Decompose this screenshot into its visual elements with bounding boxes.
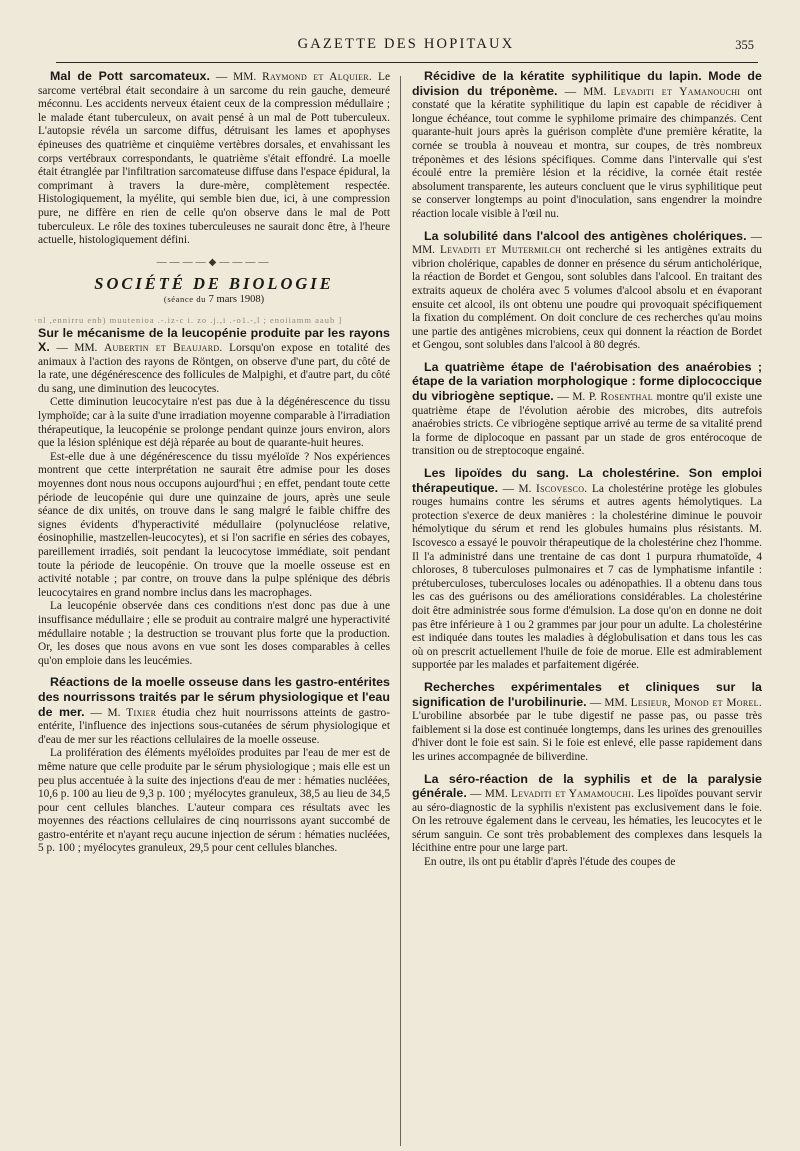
- article-authors: Aubertin et Beaujard.: [104, 342, 223, 355]
- article-text: L'urobiline absorbée par le tube digestif ne passe pas, ou passe très faiblement si la dose est continuée longtemps, dans les urines des grenouilles d'hiver dont le foie est sain. Si le foie est enlevé, elle passe rapidement dans les urines accompagnée de biliverdine.: [412, 710, 762, 763]
- article-title: Les lipoïdes du sang. La cholestérine. Son emploi thérapeutique.: [412, 466, 762, 495]
- session-prefix: (séance du: [163, 293, 207, 304]
- article-authors: Rosenthal: [600, 391, 653, 404]
- article-authors: Levaditi et Mutermilch: [439, 244, 562, 257]
- article-authors: Tixier: [126, 706, 157, 719]
- section-divider-ornament: ————◆————: [156, 256, 272, 268]
- article-sero: La séro-réaction de la syphilis et de la paralysie générale. — MM. Levaditi et Yamamouchi. Les lipoïdes pouvant servir au séro-diagnostic de la syphilis n'existent pas exclusivement dans le foie. On les retrouve également dans le cerveau, les hématies, les leucocytes et le sérum sanguin. Ce sont très probablement des complexes dans lesquels la lécithine entre pour une large part. En outre, ils ont pu établir d'après l'étude des coupes de: [412, 771, 762, 869]
- article-title: Sur le mécanisme de la leucopénie produite par les rayons X.: [38, 325, 390, 355]
- journal-title: GAZETTE DES HOPITAUX: [297, 36, 515, 52]
- article-text: Lorsqu'on expose en totalité des animaux à l'action des rayons de Röntgen, on observe d'une part, du côté de la rate, une dégénérescence des follicules de Malpighi, et d'autre part, du côté du sang, une diminution des leucocytes.: [38, 342, 390, 395]
- article-keratite: Récidive de la kératite syphilitique du lapin. Mode de division du tréponème. — MM. Levaditi et Yamanouchi ont constaté que la kératite syphilitique du lapin est capable de récidiver à longue échéance, tout comme le syphilome primaire des chimpanzés. Cent quarante-huit jours après la guérison complète d'une première kératite, la cornée se troubla à nouveau et montra, sur coupes, de très nombreux tréponèmes et des lésions spécifiques. Comme dans l'intervalle qui s'est écoulé entre la première lésion et la récidive, la cornée était restée absolument transparente, les auteurs concluent que le virus syphilitique peut se conserver longtemps au point d'inoculation, sans engendrer la moindre réaction locale visible à l'œil nu.: [412, 69, 762, 220]
- article-paragraph: La prolifération des éléments myéloïdes produites par l'eau de mer est de même nature que celle produite par le sérum physiologique ; mais elle est un peu plus accentuée à la suite des injections d'eau de mer : hématies nucléées, 10,6 p. 100 au lieu de 9,3 p. 100 ; myélocytes granuleux, 38,5 au lieu de 34,5 pour cent cellules blanches. L'auteur compara ces résultats avec les moyennes des réactions cellulaires de cinq nourrissons ayant succombé de gastro-entérite et n'ayant reçu aucune injection de sérum : hématies nucléées, 5 p. 100 ; myélocytes granuleux, 29,5 pour cent cellules blanches.: [38, 747, 390, 855]
- article-leucopenie: Sur le mécanisme de la leucopénie produite par les rayons X. — MM. Aubertin et Beaujard. Lorsqu'on expose en totalité des animaux à l'action des rayons de Röntgen, on observe d'une part, du côté de la rate, une dégénérescence des follicules de Malpighi, et d'autre part, du côté du sang, une diminution des leucocytes. Cette diminution leucocytaire n'est pas due à la dégénérescence du tissu lymphoïde; car à la suite d'une irradiation moyenne comparable à l'irradiation thérapeutique, la leucopénie se prolonge pendant quinze jours environ, alors que la lésion splénique est déjà réparée au bout de quarante-huit heures. Est-elle due à une dégénérescence du tissu myéloïde ? Nos expériences montrent que cette interprétation ne saurait être admise pour les doses moyennes dont nous nous occupons aujourd'hui ; en effet, pendant toute cette période de leucopénie qui dure une quinzaine de jours, après une seule séance de dix unités, on trouve dans le sang malgré le faible chiffre des signes évidents d'hyperactivité médullaire (polynucléose relative, éosinophilie, mastzellen-leucocytes), et si l'on sacrifie en séries des cobayes, pareillement irradiés, soit pendant la leucocytose immédiate, soit pendant toute la période de leucopénie. On trouve que la moelle osseuse est en activité notable ; par contre, on trouve dans la pulpe splénique des débris leucocytaires en grand nombre inclus dans les macrophages. La leucopénie observée dans ces conditions n'est donc pas due à une insuffisance médullaire ; elle se produit au contraire malgré une hyperactivité médullaire notable ; la destruction se trouvant plus forte que la production. Or, les doses que nous avons en vue sont les doses comparables à celles qu'on emploie dans les leucémies.: [38, 325, 390, 667]
- article-title: La solubilité dans l'alcool des antigènes cholériques.: [424, 228, 747, 243]
- page-number: 355: [735, 38, 754, 52]
- article-title: La séro-réaction de la syphilis et de la paralysie générale.: [412, 771, 762, 801]
- article-solubilite: La solubilité dans l'alcool des antigènes cholériques. — MM. Levaditi et Mutermilch ont recherché si les antigènes extraits du vibrion cholérique, capables de donner en présence du sérum anticholérique, la réaction de Bordet et Gengou, sont solubles dans l'alcool. En traitant des extraits aqueux de choléra avec 5 volumes d'alcool absolu et en évaporant ensuite cet alcool, ils ont obtenu une poudre qui provoquait spécifiquement la fixation du complément. On doit conclure de ces recherches qu'au moins une partie des antigènes microbiens, ceux qui donnent la réaction de Bordet et Gengou, sont solubles dans l'alcool à 80 degrés.: [412, 228, 762, 352]
- article-paragraph: Cette diminution leucocytaire n'est pas due à la dégénérescence du tissu lymphoïde; car à la suite d'une irradiation moyenne comparable à l'irradiation thérapeutique, la leucopénie se prolonge pendant quinze jours environ, alors que la lésion splénique est déjà réparée au bout de quarante-huit heures.: [38, 396, 390, 450]
- article-title: Récidive de la kératite syphilitique du lapin. Mode de division du tréponème.: [412, 69, 762, 98]
- article-title: Mal de Pott sarcomateux.: [50, 69, 210, 83]
- article-paragraph: La leucopénie observée dans ces conditions n'est donc pas due à une insuffisance médullaire ; elle se produit au contraire malgré une hyperactivité médullaire notable ; la destruction se trouvant plus forte que la production. Or, les doses que nous avons en vue sont les doses comparables à celles qu'on emploie dans les leucémies.: [38, 600, 390, 667]
- article-text: Le sarcome vertébral était secondaire à un sarcome du rein gauche, demeuré méconnu. Les accidents nerveux étaient ceux de la compression médullaire ; le malade étant tuberculeux, on avait pensé à un mal de Pott tuberculeux. L'autopsie révéla un sarcome diffus, détruisant les lames et apophyses épineuses des quatrième et cinquième vertèbres dorsales, et envahissant les corps vertébraux correspondants, le quatrième s'était effondré. La moelle était étranglée par l'infiltration sarcomateuse diffuse dans l'espace épidural, la comprimant à travers la dure-mère, complètement respectée. Histologiquement, la myélite, qui semble bien due, ici, à une compression pure, ne diffère en rien de celle qu'on observe dans le mal de Pott tuberculeux. Le rôle des toxines tuberculeuses ne saurait donc être, à l'heure actuelle, histologiquement défini.: [38, 71, 390, 247]
- article-pott: Mal de Pott sarcomateux. — MM. Raymond et Alquier. Le sarcome vertébral était secondaire à un sarcome du rein gauche, demeuré méconnu. Les accidents nerveux étaient ceux de la compression médullaire ; le malade étant tuberculeux, on avait pensé à un mal de Pott tuberculeux. L'autopsie révéla un sarcome diffus, détruisant les lames et apophyses épineuses des quatrième et cinquième vertèbres dorsales, et envahissant les corps vertébraux correspondants, le quatrième s'était effondré. La moelle était étranglée par l'infiltration sarcomateuse diffuse dans l'espace épidural, la comprimant à travers la dure-mère, complètement respectée. Histologiquement, la myélite, qui semble bien due, ici, à une compression pure, ne diffère en rien de celle qu'on observe dans le mal de Pott tuberculeux. Le rôle des toxines tuberculeuses ne saurait donc être, à l'heure actuelle, histologiquement défini.: [38, 69, 390, 247]
- article-authors: Lesieur, Monod et Morel.: [630, 696, 762, 709]
- session-date-value: 7 mars 1908): [208, 293, 265, 305]
- article-title: Recherches expérimentales et cliniques sur la signification de l'urobilinurie.: [412, 679, 762, 709]
- article-authors: Raymond et Alquier.: [262, 71, 373, 83]
- left-column: [34, 69, 391, 856]
- session-date: [38, 293, 390, 307]
- article-urobilinurie: Recherches expérimentales et cliniques sur la signification de l'urobilinurie. — MM. Lesieur, Monod et Morel. L'urobiline absorbée par le tube digestif ne passe pas, ou passe très faiblement si la dose est continuée longtemps, dans les urines des grenouilles d'hiver dont le foie est sain. Si le foie est enlevé, elle passe rapidement dans les urines accompagnée de biliverdine.: [412, 679, 762, 763]
- article-text: ont recherché si les antigènes extraits du vibrion cholérique, capables de donner en présence du sérum anticholérique, la réaction de Bordet et Gengou, sont solubles dans l'alcool. En traitant des extraits aqueux de choléra avec 5 volumes d'alcool absolu et en évaporant ensuite cet alcool, ils ont obtenu une poudre qui provoquait spécifiquement la fixation du complément. On doit conclure de ces recherches qu'au moins une partie des antigènes microbiens, ceux qui donnent la réaction de Bordet et Gengou, sont solubles dans l'alcool à 80 degrés.: [412, 244, 762, 352]
- right-column: [412, 70, 762, 870]
- article-authors: Iscovesco.: [536, 482, 588, 495]
- bleed-through-text: ·nl ,ennirru enb) muutenioa .-.iz-c i. zo .j.,i .-o1.-,l ; enoiiamm aaub ]: [34, 314, 343, 325]
- section-title: SOCIÉTÉ DE BIOLOGIE: [94, 274, 334, 294]
- article-text: Les lipoïdes pouvant servir au séro-diagnostic de la syphilis n'existent pas exclusivement dans le foie. On les retrouve également dans le cerveau, les hématies, les leucocytes et le sérum sanguin. Ce sont très probablement des complexes dans lesquels la lécithine entre pour une large part.: [412, 788, 762, 855]
- article-title: Réactions de la moelle osseuse dans les gastro-entérites des nourrissons traités par le sérum physiologique et l'eau de mer.: [38, 675, 390, 719]
- article-authors: Levaditi et Yamanouchi: [613, 85, 741, 98]
- article-paragraph: Est-elle due à une dégénérescence du tissu myéloïde ? Nos expériences montrent que cette interprétation ne saurait être admise pour les doses moyennes dont nous nous occupons aujourd'hui ; en effet, pendant toute cette période de leucopénie qui dure une quinzaine de jours, après une seule séance de dix unités, on trouve dans le sang malgré le faible chiffre des signes évidents d'hyperactivité médullaire (polynucléose relative, éosinophilie, mastzellen-leucocytes), et si l'on sacrifie en séries des cobayes, pareillement irradiés, soit pendant la leucocytose immédiate, soit pendant toute la période de leucopénie. On trouve que la moelle osseuse est en activité notable ; par contre, on trouve dans la pulpe splénique des débris leucocytaires en grand nombre inclus dans les macrophages.: [38, 450, 390, 599]
- article-authors: Levaditi et Yamamouchi.: [511, 788, 635, 801]
- running-head: [56, 36, 756, 56]
- column-divider: [400, 76, 401, 1146]
- article-text: montre qu'il existe une quatrième étape de l'évolution aérobie des microbes, dits autrefois anaérobies stricts. Ce vibriogène septique arrivé au terme de sa vitalité prend la forme de diplocoque en passant par un stade de gros entérocoque de transition ou de streptocoque engainé.: [412, 391, 763, 458]
- article-lipoides: Les lipoïdes du sang. La cholestérine. Son emploi thérapeutique. — M. Iscovesco. La cholestérine protège les globules rouges humains contre les sérums et autres agents hémolytiques. La protection s'exerce de deux manières : la cholestérine diminue le pouvoir hémolytique du sérum et rend les globules humains plus résistants. M. Iscovesco a essayé le pouvoir thérapeutique de la cholestérine chez l'homme. Il l'a administré dans une trentaine de cas dont 1 purpura rhumatoïde, 4 chloroses, 8 tuberculoses pulmonaires et 7 cas de lymphatisme infantile : prétuberculoses, tuberculoses locales ou adénopathies. Il a obtenu dans tous les cas des guérisons ou des améliorations considérables. La cholestérine doit être administrée sous forme d'émulsion. La dose qu'on en donne ne doit pas être inférieure à 1 ou 2 grammes par jour pour un adulte. La cholestérine est indiquée dans toutes les maladies à déglobulisation et dans tous les cas où on prescrit actuellement l'huile de foie de morue. Elle est admirablement supportée par les malades et parfaitement digérée.: [412, 466, 762, 672]
- header-rule: [56, 62, 758, 63]
- article-text: étudia chez huit nourrissons atteints de gastro-entérite, l'influence des injections sous-cutanées de sérum physiologique et d'eau de mer sur les réactions cellulaires de la moelle osseuse.: [38, 706, 391, 746]
- article-aerobisation: La quatrième étape de l'aérobisation des anaérobies ; étape de la variation morphologique : forme diplococcique du vibriogène septique. — M. P. Rosenthal montre qu'il existe une quatrième étape de l'évolution aérobie des microbes, dits autrefois anaérobies stricts. Ce vibriogène septique arrivé au terme de sa vitalité prend la forme de diplocoque en passant par un stade de gros entérocoque de transition ou de streptocoque engainé.: [412, 359, 763, 458]
- article-gastro: Réactions de la moelle osseuse dans les gastro-entérites des nourrissons traités par le sérum physiologique et l'eau de mer. — M. Tixier étudia chez huit nourrissons atteints de gastro-entérite, l'influence des injections sous-cutanées de sérum physiologique et d'eau de mer sur les réactions cellulaires de la moelle osseuse. La prolifération des éléments myéloïdes produites par l'eau de mer est de même nature que celle produite par le sérum physiologique ; mais elle est un peu plus accentuée à la suite des injections d'eau de mer : hématies nucléées, 10,6 p. 100 au lieu de 9,3 p. 100 ; myélocytes granuleux, 38,5 au lieu de 34,5 pour cent cellules blanches. L'auteur compara ces résultats avec les moyennes des réactions cellulaires de cinq nourrissons ayant succombé de gastro-entérite et n'ayant reçu aucune injection de sérum : hématies nucléées, 5 p. 100 ; myélocytes granuleux, 29,5 pour cent cellules blanches.: [38, 675, 391, 855]
- article-paragraph: En outre, ils ont pu établir d'après l'étude des coupes de: [424, 856, 676, 869]
- article-title: La quatrième étape de l'aérobisation des anaérobies ; étape de la variation morphologique : forme diplococcique du vibriogène septique.: [412, 359, 762, 404]
- article-text: ont constaté que la kératite syphilitique du lapin est capable de récidiver à longue échéance, tout comme le syphilome primaire des chimpanzés. Cent quarante-huit jours après la guérison complète d'une première kératite, la cornée se troubla à nouveau et montra, sur coupes, de très nombreux tréponèmes et des lésions spécifiques. Comme dans l'intervalle qui s'est écoulé entre la première lésion et la récidive, la cornée était restée absolument transparente, les auteurs concluent que le virus syphilitique peut se conserver longtemps au point d'inoculation, sans engendrer la moindre réaction locale visible à l'œil nu.: [412, 85, 762, 220]
- article-text: La cholestérine protège les globules rouges humains contre les sérums et autres agents hémolytiques. La protection s'exerce de deux manières : la cholestérine diminue le pouvoir hémolytique du sérum et rend les globules humains plus résistants. M. Iscovesco a essayé le pouvoir thérapeutique de la cholestérine chez l'homme. Il l'a administré dans une trentaine de cas dont 1 purpura rhumatoïde, 4 chloroses, 8 tuberculoses pulmonaires et 7 cas de lymphatisme infantile : prétuberculoses, tuberculoses locales ou adénopathies. Il a obtenu dans tous les cas des guérisons ou des améliorations considérables. La cholestérine doit être administrée sous forme d'émulsion. La dose qu'on en donne ne doit pas être inférieure à 1 ou 2 grammes par jour pour un adulte. La cholestérine est indiquée dans toutes les maladies à déglobulisation et dans tous les cas où on prescrit actuellement l'huile de foie de morue. Elle est admirablement supportée par les malades et parfaitement digérée.: [412, 482, 762, 672]
